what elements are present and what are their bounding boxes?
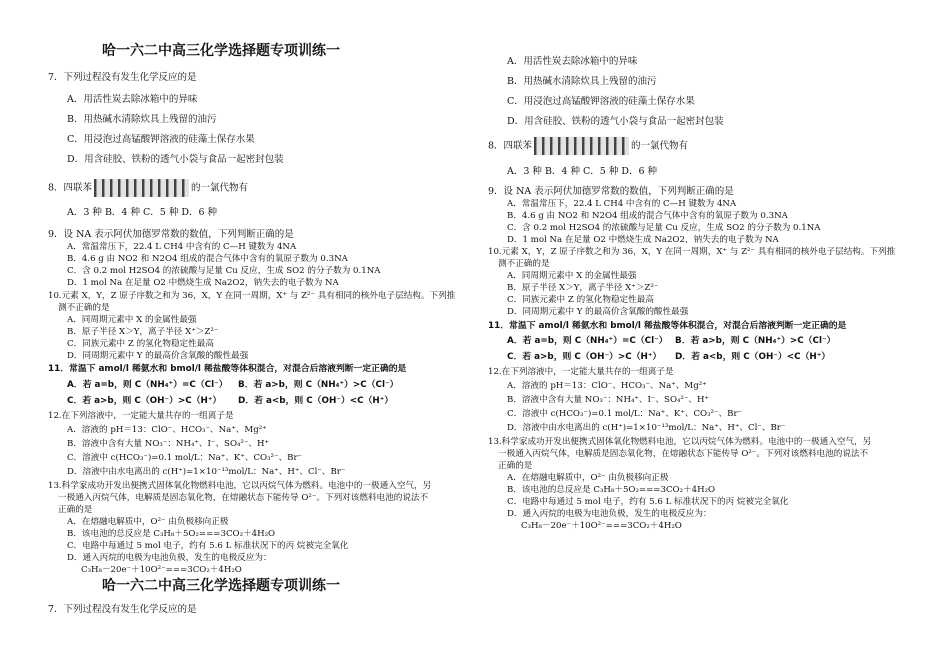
r-q8-stem-prefix: 8．四联苯: [488, 140, 533, 152]
q12-option-c: C．溶液中 c(HCO₃⁻)=0.1 mol/L：Na⁺、K⁺、CO₃²⁻、Br⁻: [67, 453, 303, 463]
quaterphenyl-structure-image: [94, 179, 189, 197]
q11-stem: 11．常温下 amol/l 稀氨水和 bmol/l 稀盐酸等体积混合，对混合后溶液判断一定正确的是: [48, 364, 407, 374]
q12-stem: 12.在下列溶液中，一定能大量共存的一组离子是: [48, 411, 234, 421]
q11-option-c: C．若 a>b，则 C（OH⁻）>C（H⁺）: [67, 396, 222, 406]
q13-option-d: D．通入丙烷的电极为电池负极，发生的电极反应为：: [67, 553, 272, 563]
q11-option-b: B．若 a>b，则 C（NH₄⁺）>C（Cl⁻）: [238, 380, 399, 390]
r-q7-option-a: A．用活性炭去除冰箱中的异味: [507, 56, 638, 67]
r-q7-option-b: B．用热碱水清除炊具上残留的油污: [507, 76, 657, 87]
r-q13-stem-line3: 正确的是: [498, 461, 533, 471]
r-q10-option-d: D．同周期元素中 Y 的最高价含氧酸的酸性最强: [507, 307, 689, 317]
r-q11-option-c: C．若 a>b，则 C（OH⁻）>C（H⁺）: [507, 352, 662, 362]
q13-stem-line3: 正确的是: [58, 505, 93, 515]
q8-stem-prefix: 8．四联苯: [48, 182, 93, 194]
q12-option-b: B．溶液中含有大量 NO₃⁻：NH₄⁺、I⁻、SO₄²⁻、H⁺: [67, 439, 270, 449]
q9-option-d: D．1 mol Na 在足量 O2 中燃烧生成 Na2O2，钠失去的电子数为 NA: [67, 278, 339, 288]
q7-option-a: A．用活性炭去除冰箱中的异味: [67, 94, 198, 105]
q8-stem: [48, 179, 248, 198]
q8-options: A．3 种 B．4 种 C．5 种 D．6 种: [67, 207, 218, 218]
r-q12-option-b: B．溶液中含有大量 NO₃⁻：NH₄⁺、I⁻、SO₄²⁻、H⁺: [507, 395, 710, 405]
q10-stem-line2: 测不正确的是: [58, 303, 110, 313]
r-quaterphenyl-structure-image: [534, 137, 629, 155]
r-q9-option-c: C．含 0.2 mol H2SO4 的浓硫酸与足量 Cu 反应，生成 SO2 的分子数为 0.1NA: [507, 223, 821, 233]
q7-option-b: B．用热碱水清除炊具上残留的油污: [67, 114, 217, 125]
r-q13-option-c: C．电路中每通过 5 mol 电子，约有 5.6 L 标准状况下的丙 烷被完全氧化: [507, 497, 789, 507]
r-q13-stem-line1: 13.科学家成功开发出便携式固体氧化物燃料电池，它以丙烷气体为燃料。电池中的一极通入空气，另: [488, 437, 872, 447]
r-q8-stem-suffix: 的一氯代物有: [631, 140, 689, 152]
r-q13-option-d: D．通入丙烷的电极为电池负极，发生的电极反应为：: [507, 509, 712, 519]
q13-stem-line1: 13.科学家成功开发出便携式固体氧化物燃料电池，它以丙烷气体为燃料。电池中的一极通入空气，另: [48, 481, 432, 491]
q11-option-d: D．若 a<b，则 C（OH⁻）<C（H⁺）: [238, 396, 394, 406]
q9-option-a: A．常温常压下，22.4 L CH4 中含有的 C—H 键数为 4NA: [67, 242, 297, 252]
q7-option-d: D．用含硅胶、铁粉的透气小袋与食品一起密封包装: [67, 154, 284, 165]
q13-equation: C₃H₈－20e⁻＋10O²⁻===3CO₂＋4H₂O: [81, 565, 242, 575]
r-q13-equation: C₃H₈－20e⁻＋10O²⁻===3CO₂＋4H₂O: [521, 521, 682, 531]
q9-option-b: B．4.6 g 由 NO2 和 N2O4 组成的混合气体中含有的氧原子数为 0.3NA: [67, 254, 348, 264]
q13-option-a: A．在熔融电解质中，O²⁻ 由负极移向正极: [67, 517, 229, 527]
q10-option-c: C．同族元素中 Z 的氢化物稳定性最高: [67, 339, 214, 349]
page-title-repeat: 哈一六二中高三化学选择题专项训练一: [102, 578, 340, 594]
q8-stem-suffix: 的一氯代物有: [191, 182, 249, 194]
q10-option-b: B．原子半径 X＞Y，离子半径 X⁺＞Z²⁻: [67, 327, 219, 337]
r-q12-stem: 12.在下列溶液中，一定能大量共存的一组离子是: [488, 367, 674, 377]
q12-option-a: A．溶液的 pH＝13：ClO⁻、HCO₃⁻、Na⁺、Mg²⁺: [67, 425, 267, 435]
q11-option-a: A．若 a=b，则 C（NH₄⁺）=C（Cl⁻）: [67, 380, 228, 390]
r-q10-stem-line2: 测不正确的是: [498, 259, 550, 269]
q13-stem-line2: 一极通入丙烷气体，电解质是固态氧化物，在熔融状态下能传导 O²⁻。下列对该燃料电池的说法不: [58, 493, 429, 503]
q13-option-b: B．该电池的总反应是 C₃H₈＋5O₂===3CO₂＋4H₂O: [67, 529, 276, 539]
q10-option-d: D．同周期元素中 Y 的最高价含氧酸的酸性最强: [67, 351, 249, 361]
r-q10-option-a: A．同周期元素中 X 的金属性最强: [507, 271, 637, 281]
r-q12-option-c: C．溶液中 c(HCO₃⁻)=0.1 mol/L：Na⁺、K⁺、CO₃²⁻、Br⁻: [507, 409, 743, 419]
r-q11-option-b: B．若 a>b，则 C（NH₄⁺）>C（Cl⁻）: [675, 336, 836, 346]
q7-stem: 7．下列过程没有发生化学反应的是: [48, 72, 197, 83]
q7-option-c: C．用浸泡过高锰酸钾溶液的硅藻土保存水果: [67, 134, 255, 145]
r-q8-options: A．3 种 B．4 种 C．5 种 D．6 种: [507, 166, 658, 177]
q10-stem-line1: 10.元素 X，Y，Z 原子序数之和为 36，X，Y 在同一周期，X⁺ 与 Z²⁻ 具有相同的核外电子层结构。下列推: [48, 291, 456, 301]
q10-option-a: A．同周期元素中 X 的金属性最强: [67, 315, 197, 325]
r-q10-option-b: B．原子半径 X＞Y，离子半径 X⁺＞Z²⁻: [507, 283, 659, 293]
q9-option-c: C．含 0.2 mol H2SO4 的浓硫酸与足量 Cu 反应，生成 SO2 的分子数为 0.1NA: [67, 266, 381, 276]
q13-option-c: C．电路中每通过 5 mol 电子，约有 5.6 L 标准状况下的丙 烷被完全氧化: [67, 541, 349, 551]
q9-stem: 9．设 NA 表示阿伏加德罗常数的数值，下列判断正确的是: [48, 229, 294, 240]
r-q7-option-c: C．用浸泡过高锰酸钾溶液的硅藻土保存水果: [507, 96, 695, 107]
r-q11-option-d: D．若 a<b，则 C（OH⁻）<C（H⁺）: [675, 352, 831, 362]
r-q11-option-a: A．若 a=b，则 C（NH₄⁺）=C（Cl⁻）: [507, 336, 668, 346]
r-q9-option-d: D．1 mol Na 在足量 O2 中燃烧生成 Na2O2，钠失去的电子数为 NA: [507, 235, 779, 245]
r-q9-stem: 9．设 NA 表示阿伏加德罗常数的数值，下列判断正确的是: [488, 186, 734, 197]
r-q7-option-d: D．用含硅胶、铁粉的透气小袋与食品一起密封包装: [507, 116, 724, 127]
r-q9-option-b: B．4.6 g 由 NO2 和 N2O4 组成的混合气体中含有的氧原子数为 0.3NA: [507, 211, 788, 221]
q7-repeat-stem: 7．下列过程没有发生化学反应的是: [48, 604, 197, 615]
r-q13-option-a: A．在熔融电解质中，O²⁻ 由负极移向正极: [507, 473, 669, 483]
r-q10-option-c: C．同族元素中 Z 的氢化物稳定性最高: [507, 295, 654, 305]
r-q12-option-d: D．溶液中由水电离出的 c(H⁺)=1×10⁻¹³mol/L：Na⁺、H⁺、Cl⁻、Br⁻: [507, 423, 786, 433]
r-q10-stem-line1: 10.元素 X，Y，Z 原子序数之和为 36，X，Y 在同一周期，X⁺ 与 Z²⁻ 具有相同的核外电子层结构。下列推: [488, 247, 896, 257]
r-q13-option-b: B．该电池的总反应是 C₃H₈＋5O₂===3CO₂＋4H₂O: [507, 485, 716, 495]
page-title: 哈一六二中高三化学选择题专项训练一: [102, 43, 340, 59]
r-q8-stem: [488, 137, 688, 156]
r-q9-option-a: A．常温常压下，22.4 L CH4 中含有的 C—H 键数为 4NA: [507, 199, 737, 209]
r-q13-stem-line2: 一极通入丙烷气体，电解质是固态氧化物，在熔融状态下能传导 O²⁻。下列对该燃料电池的说法不: [498, 449, 869, 459]
r-q11-stem: 11．常温下 amol/l 稀氨水和 bmol/l 稀盐酸等体积混合，对混合后溶液判断一定正确的是: [488, 321, 847, 331]
r-q12-option-a: A．溶液的 pH＝13：ClO⁻、HCO₃⁻、Na⁺、Mg²⁺: [507, 381, 707, 391]
q12-option-d: D．溶液中由水电离出的 c(H⁺)=1×10⁻¹³mol/L：Na⁺、H⁺、Cl⁻、Br⁻: [67, 467, 346, 477]
